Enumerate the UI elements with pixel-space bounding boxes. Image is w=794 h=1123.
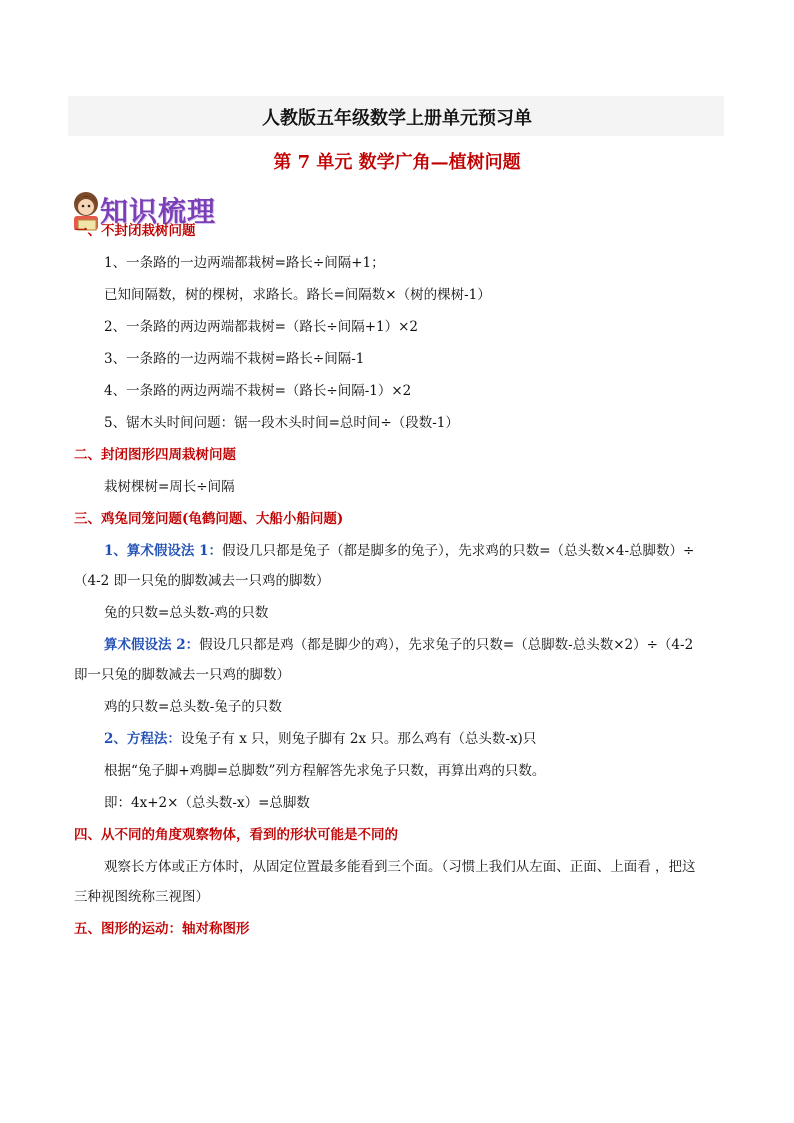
section-2-heading: 二、封闭图形四周栽树问题 — [74, 447, 236, 463]
s4-line-2: 三种视图统称三视图） — [74, 889, 209, 905]
s1-line-3: 2、一条路的两边两端都栽树=（路长÷间隔+1）×2 — [104, 319, 419, 335]
s3-method-3 — [104, 730, 536, 748]
s1-line-5: 4、一条路的两边两端不栽树=（路长÷间隔-1）×2 — [104, 383, 412, 399]
s1-line-6: 5、锯木头时间问题：锯一段木头时间=总时间÷（段数-1） — [104, 415, 459, 431]
s1-line-1: 1、一条路的一边两端都栽树=路长÷间隔+1； — [104, 255, 385, 271]
method-1-text: 假设几只都是兔子（都是脚多的兔子），先求鸡的只数=（总头数×4-总脚数）÷ — [222, 543, 695, 559]
section-3-heading: 三、鸡兔同笼问题(龟鹤问题、大船小船问题) — [74, 511, 344, 527]
s1-line-2: 已知间隔数，树的棵树，求路长。路长=间隔数×（树的棵树-1） — [104, 287, 491, 303]
method-2-label: 算术假设法 2： — [104, 637, 200, 653]
s3-method-1-result: 兔的只数=总头数-鸡的只数 — [104, 605, 269, 621]
section-1-heading: 一、不封闭栽树问题 — [74, 223, 196, 239]
page-title: 人教版五年级数学上册单元预习单 — [262, 108, 532, 129]
s3-method-3-line-2: 根据“兔子脚+鸡脚=总脚数”列方程解答先求兔子只数，再算出鸡的只数。 — [104, 763, 546, 779]
method-2-text: 假设几只都是鸡（都是脚少的鸡），先求兔子的只数=（总脚数-总头数×2）÷（4-2 — [199, 637, 694, 653]
s3-method-1-cont: （4-2 即一只兔的脚数减去一只鸡的脚数） — [74, 573, 330, 589]
s3-method-2-cont: 即一只兔的脚数减去一只鸡的脚数） — [74, 667, 290, 683]
method-1-label: 1、算术假设法 1： — [104, 543, 222, 559]
s2-line-1: 栽树棵树=周长÷间隔 — [104, 479, 235, 495]
section-5-heading: 五、图形的运动：轴对称图形 — [74, 921, 250, 937]
s3-method-1 — [104, 542, 694, 560]
method-3-label: 2、方程法： — [104, 731, 181, 747]
method-3-text: 设兔子有 x 只，则兔子脚有 2x 只。那么鸡有（总头数-x)只 — [180, 731, 537, 747]
s1-line-4: 3、一条路的一边两端不栽树=路长÷间隔-1 — [104, 351, 365, 367]
s3-method-2 — [104, 636, 693, 654]
s3-method-2-result: 鸡的只数=总头数-兔子的只数 — [104, 699, 282, 715]
s4-line-1: 观察长方体或正方体时，从固定位置最多能看到三个面。（习惯上我们从左面、正面、上面看 ，把这 — [104, 859, 696, 875]
section-4-heading: 四、从不同的角度观察物体，看到的形状可能是不同的 — [74, 827, 398, 843]
unit-subtitle: 第 7 单元 数学广角—植树问题 — [273, 152, 521, 173]
s3-method-3-line-3: 即：4x+2×（总头数-x）=总脚数 — [104, 795, 310, 811]
knowledge-review-badge: 知识梳理 — [100, 195, 217, 228]
